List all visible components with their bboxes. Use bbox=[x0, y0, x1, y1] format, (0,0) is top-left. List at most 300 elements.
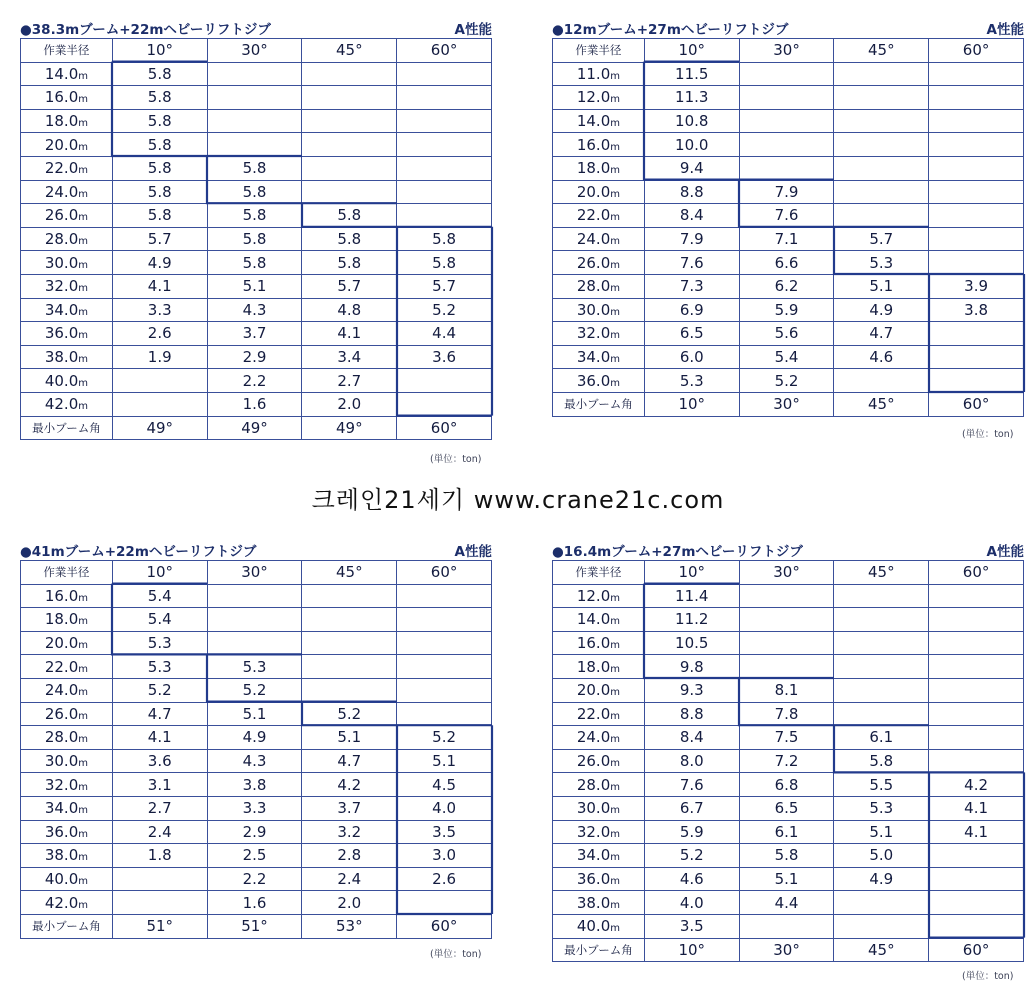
load-value-cell: 2.4 bbox=[302, 867, 397, 891]
radius-unit: m bbox=[610, 710, 620, 722]
angle-header: 45° bbox=[834, 561, 929, 585]
table-row bbox=[21, 726, 492, 750]
table-row bbox=[21, 392, 492, 416]
radius-cell bbox=[553, 62, 645, 86]
radius-cell bbox=[553, 180, 645, 204]
load-value-cell: 5.8 bbox=[834, 749, 929, 773]
load-value-cell: 5.8 bbox=[397, 251, 492, 275]
radius-unit: m bbox=[78, 236, 88, 248]
load-value-cell: 5.2 bbox=[207, 678, 302, 702]
radius-unit: m bbox=[610, 899, 620, 911]
radius-value: 24.0 bbox=[576, 728, 611, 747]
load-value-cell bbox=[929, 251, 1024, 275]
load-value-cell: 5.8 bbox=[112, 109, 207, 133]
load-value-cell: 5.3 bbox=[112, 631, 207, 655]
load-value-cell: 8.4 bbox=[644, 726, 739, 750]
radius-value: 18.0 bbox=[576, 657, 611, 676]
radius-cell bbox=[21, 109, 113, 133]
load-value-cell bbox=[929, 844, 1024, 868]
radius-unit: m bbox=[78, 283, 88, 295]
load-value-cell: 5.1 bbox=[207, 274, 302, 298]
radius-unit: m bbox=[78, 640, 88, 652]
header-row bbox=[21, 39, 492, 63]
radius-unit: m bbox=[78, 330, 88, 342]
load-value-cell bbox=[397, 392, 492, 416]
load-value-cell: 7.3 bbox=[644, 274, 739, 298]
load-value-cell: 6.7 bbox=[644, 796, 739, 820]
radius-cell bbox=[553, 584, 645, 608]
load-value-cell: 2.0 bbox=[302, 891, 397, 915]
load-value-cell bbox=[302, 631, 397, 655]
load-value-cell: 2.2 bbox=[207, 369, 302, 393]
load-value-cell: 3.5 bbox=[397, 820, 492, 844]
load-value-cell: 6.6 bbox=[739, 251, 834, 275]
radius-header: 作業半径 bbox=[21, 561, 113, 585]
radius-cell bbox=[21, 749, 113, 773]
radius-value: 34.0 bbox=[576, 846, 611, 865]
load-value-cell: 5.3 bbox=[644, 369, 739, 393]
chart-title: ●38.3mブーム+22mヘビーリフトジブ bbox=[20, 22, 271, 38]
radius-unit: m bbox=[610, 165, 620, 177]
radius-cell bbox=[21, 133, 113, 157]
radius-cell bbox=[553, 608, 645, 632]
load-value-cell: 4.2 bbox=[302, 773, 397, 797]
load-value-cell: 10.5 bbox=[644, 631, 739, 655]
radius-unit: m bbox=[78, 852, 88, 864]
table-row bbox=[21, 631, 492, 655]
radius-cell bbox=[21, 678, 113, 702]
radius-value: 16.0 bbox=[44, 586, 79, 605]
radius-cell bbox=[21, 322, 113, 346]
load-value-cell bbox=[929, 86, 1024, 110]
performance-label: A性能 bbox=[454, 544, 492, 560]
radius-unit: m bbox=[610, 781, 620, 793]
load-value-cell: 5.8 bbox=[207, 180, 302, 204]
table-row bbox=[553, 844, 1024, 868]
radius-cell bbox=[553, 678, 645, 702]
radius-value: 26.0 bbox=[576, 752, 611, 771]
radius-cell bbox=[553, 844, 645, 868]
table-row bbox=[553, 891, 1024, 915]
table-row bbox=[21, 298, 492, 322]
radius-cell bbox=[21, 773, 113, 797]
load-value-cell: 5.8 bbox=[112, 204, 207, 228]
radius-value: 20.0 bbox=[44, 634, 79, 653]
min-boom-angle-label: 最小ブーム角 bbox=[21, 914, 113, 938]
radius-value: 26.0 bbox=[44, 704, 79, 723]
table-row bbox=[553, 227, 1024, 251]
angle-header: 60° bbox=[929, 561, 1024, 585]
load-value-cell: 2.9 bbox=[207, 820, 302, 844]
load-value-cell bbox=[929, 702, 1024, 726]
load-value-cell bbox=[112, 891, 207, 915]
radius-cell bbox=[21, 867, 113, 891]
radius-value: 42.0 bbox=[44, 395, 79, 414]
load-value-cell bbox=[397, 62, 492, 86]
load-value-cell: 5.9 bbox=[644, 820, 739, 844]
table-row bbox=[553, 133, 1024, 157]
load-value-cell: 4.7 bbox=[834, 322, 929, 346]
load-value-cell: 6.5 bbox=[739, 796, 834, 820]
radius-cell bbox=[21, 726, 113, 750]
load-value-cell: 4.4 bbox=[739, 891, 834, 915]
load-value-cell: 4.9 bbox=[207, 726, 302, 750]
radius-cell bbox=[553, 820, 645, 844]
radius-value: 32.0 bbox=[44, 277, 79, 296]
min-boom-angle-label: 最小ブーム角 bbox=[553, 392, 645, 416]
load-value-cell: 6.8 bbox=[739, 773, 834, 797]
load-value-cell: 3.6 bbox=[397, 345, 492, 369]
radius-value: 30.0 bbox=[44, 752, 79, 771]
load-value-cell bbox=[112, 867, 207, 891]
radius-unit: m bbox=[78, 710, 88, 722]
radius-unit: m bbox=[78, 141, 88, 153]
load-value-cell bbox=[929, 678, 1024, 702]
load-value-cell: 1.9 bbox=[112, 345, 207, 369]
load-value-cell bbox=[207, 62, 302, 86]
load-value-cell bbox=[834, 678, 929, 702]
angle-header: 45° bbox=[834, 39, 929, 63]
load-value-cell bbox=[834, 608, 929, 632]
radius-cell bbox=[553, 298, 645, 322]
load-table bbox=[20, 38, 492, 440]
table-row bbox=[553, 631, 1024, 655]
load-value-cell: 5.8 bbox=[112, 180, 207, 204]
load-value-cell bbox=[834, 156, 929, 180]
radius-value: 36.0 bbox=[44, 324, 79, 343]
radius-unit: m bbox=[610, 876, 620, 888]
load-value-cell: 8.8 bbox=[644, 702, 739, 726]
radius-cell bbox=[21, 844, 113, 868]
load-value-cell: 4.3 bbox=[207, 298, 302, 322]
load-value-cell: 5.8 bbox=[302, 227, 397, 251]
load-value-cell: 9.3 bbox=[644, 678, 739, 702]
load-value-cell bbox=[929, 180, 1024, 204]
load-value-cell: 5.3 bbox=[112, 655, 207, 679]
load-value-cell: 7.6 bbox=[644, 773, 739, 797]
header-row bbox=[21, 561, 492, 585]
table-row bbox=[21, 844, 492, 868]
radius-cell bbox=[553, 369, 645, 393]
performance-label: A性能 bbox=[986, 22, 1024, 38]
table-row bbox=[553, 773, 1024, 797]
min-boom-angle-value: 10° bbox=[644, 938, 739, 962]
load-value-cell: 3.7 bbox=[207, 322, 302, 346]
load-value-cell bbox=[929, 655, 1024, 679]
radius-header: 作業半径 bbox=[553, 561, 645, 585]
radius-unit: m bbox=[610, 236, 620, 248]
load-value-cell bbox=[739, 584, 834, 608]
radius-cell bbox=[553, 914, 645, 938]
table-row bbox=[553, 749, 1024, 773]
load-value-cell bbox=[739, 631, 834, 655]
table-row bbox=[21, 133, 492, 157]
load-value-cell bbox=[397, 584, 492, 608]
load-value-cell: 3.4 bbox=[302, 345, 397, 369]
load-value-cell: 3.1 bbox=[112, 773, 207, 797]
table-row bbox=[21, 227, 492, 251]
min-boom-angle-label: 最小ブーム角 bbox=[21, 416, 113, 440]
table-row bbox=[553, 584, 1024, 608]
chart-header bbox=[552, 18, 1024, 40]
radius-cell bbox=[21, 180, 113, 204]
load-value-cell bbox=[302, 62, 397, 86]
chart-header bbox=[552, 540, 1024, 562]
radius-unit: m bbox=[610, 330, 620, 342]
min-boom-angle-value: 60° bbox=[929, 938, 1024, 962]
load-value-cell: 4.2 bbox=[929, 773, 1024, 797]
load-value-cell bbox=[302, 180, 397, 204]
load-value-cell: 3.7 bbox=[302, 796, 397, 820]
table-row bbox=[21, 655, 492, 679]
radius-unit: m bbox=[610, 828, 620, 840]
load-value-cell bbox=[929, 156, 1024, 180]
load-value-cell bbox=[302, 86, 397, 110]
min-boom-angle-value: 51° bbox=[112, 914, 207, 938]
load-value-cell: 9.8 bbox=[644, 655, 739, 679]
load-value-cell: 3.0 bbox=[397, 844, 492, 868]
radius-cell bbox=[21, 227, 113, 251]
radius-value: 40.0 bbox=[44, 870, 79, 889]
table-row bbox=[21, 86, 492, 110]
radius-value: 38.0 bbox=[44, 348, 79, 367]
load-value-cell bbox=[929, 726, 1024, 750]
radius-value: 22.0 bbox=[44, 159, 79, 178]
load-value-cell: 5.1 bbox=[739, 867, 834, 891]
table-row bbox=[553, 702, 1024, 726]
load-value-cell: 4.1 bbox=[929, 820, 1024, 844]
load-value-cell: 7.6 bbox=[644, 251, 739, 275]
radius-unit: m bbox=[610, 592, 620, 604]
load-value-cell: 6.1 bbox=[834, 726, 929, 750]
load-value-cell: 5.8 bbox=[739, 844, 834, 868]
radius-unit: m bbox=[78, 354, 88, 366]
radius-value: 30.0 bbox=[44, 253, 79, 272]
radius-value: 14.0 bbox=[576, 610, 611, 629]
load-value-cell bbox=[929, 631, 1024, 655]
load-value-cell: 4.7 bbox=[302, 749, 397, 773]
radius-unit: m bbox=[610, 283, 620, 295]
load-value-cell: 10.8 bbox=[644, 109, 739, 133]
load-value-cell bbox=[834, 914, 929, 938]
load-value-cell: 4.3 bbox=[207, 749, 302, 773]
load-value-cell: 5.8 bbox=[112, 86, 207, 110]
radius-unit: m bbox=[78, 377, 88, 389]
radius-unit: m bbox=[78, 876, 88, 888]
radius-value: 20.0 bbox=[44, 135, 79, 154]
table-row bbox=[553, 251, 1024, 275]
radius-cell bbox=[21, 204, 113, 228]
load-value-cell: 4.1 bbox=[929, 796, 1024, 820]
load-value-cell bbox=[397, 109, 492, 133]
table-row bbox=[553, 369, 1024, 393]
radius-unit: m bbox=[78, 781, 88, 793]
radius-value: 26.0 bbox=[44, 206, 79, 225]
radius-value: 28.0 bbox=[576, 277, 611, 296]
min-boom-angle-value: 49° bbox=[207, 416, 302, 440]
radius-cell bbox=[21, 392, 113, 416]
load-value-cell bbox=[739, 62, 834, 86]
load-value-cell: 4.5 bbox=[397, 773, 492, 797]
load-value-cell: 5.2 bbox=[739, 369, 834, 393]
load-value-cell: 3.6 bbox=[112, 749, 207, 773]
load-value-cell bbox=[207, 631, 302, 655]
table-row bbox=[21, 749, 492, 773]
radius-value: 32.0 bbox=[44, 775, 79, 794]
load-value-cell bbox=[739, 608, 834, 632]
load-value-cell: 8.4 bbox=[644, 204, 739, 228]
radius-cell bbox=[553, 322, 645, 346]
load-value-cell: 5.1 bbox=[207, 702, 302, 726]
radius-unit: m bbox=[610, 70, 620, 82]
footer-row bbox=[553, 938, 1024, 962]
load-value-cell bbox=[739, 156, 834, 180]
load-value-cell: 5.2 bbox=[397, 726, 492, 750]
load-value-cell bbox=[834, 631, 929, 655]
load-value-cell: 2.2 bbox=[207, 867, 302, 891]
table-row bbox=[553, 867, 1024, 891]
table-row bbox=[21, 62, 492, 86]
angle-header: 60° bbox=[397, 39, 492, 63]
radius-unit: m bbox=[78, 94, 88, 106]
radius-cell bbox=[21, 62, 113, 86]
load-value-cell: 5.0 bbox=[834, 844, 929, 868]
load-value-cell: 1.6 bbox=[207, 891, 302, 915]
load-value-cell: 2.6 bbox=[397, 867, 492, 891]
radius-cell bbox=[553, 156, 645, 180]
radius-value: 28.0 bbox=[576, 775, 611, 794]
angle-header: 30° bbox=[207, 561, 302, 585]
radius-cell bbox=[553, 749, 645, 773]
radius-value: 14.0 bbox=[44, 64, 79, 83]
radius-value: 16.0 bbox=[44, 88, 79, 107]
load-value-cell: 5.1 bbox=[834, 274, 929, 298]
angle-header: 45° bbox=[302, 39, 397, 63]
load-value-cell: 2.7 bbox=[302, 369, 397, 393]
radius-unit: m bbox=[610, 923, 620, 935]
radius-cell bbox=[21, 891, 113, 915]
radius-value: 22.0 bbox=[44, 657, 79, 676]
radius-value: 20.0 bbox=[576, 182, 611, 201]
load-value-cell: 5.8 bbox=[397, 227, 492, 251]
load-value-cell: 5.1 bbox=[302, 726, 397, 750]
table-row bbox=[21, 891, 492, 915]
radius-unit: m bbox=[78, 212, 88, 224]
min-boom-angle-value: 49° bbox=[112, 416, 207, 440]
radius-unit: m bbox=[610, 616, 620, 628]
load-value-cell: 4.6 bbox=[644, 867, 739, 891]
radius-unit: m bbox=[610, 805, 620, 817]
header-row bbox=[553, 561, 1024, 585]
radius-value: 24.0 bbox=[44, 681, 79, 700]
radius-unit: m bbox=[78, 259, 88, 271]
angle-header: 10° bbox=[644, 561, 739, 585]
radius-unit: m bbox=[610, 687, 620, 699]
table-row bbox=[553, 914, 1024, 938]
load-value-cell: 5.8 bbox=[302, 204, 397, 228]
table-row bbox=[21, 345, 492, 369]
load-value-cell bbox=[834, 584, 929, 608]
load-value-cell bbox=[929, 62, 1024, 86]
load-value-cell: 5.2 bbox=[397, 298, 492, 322]
table-row bbox=[21, 820, 492, 844]
radius-unit: m bbox=[610, 188, 620, 200]
table-row bbox=[21, 156, 492, 180]
load-value-cell bbox=[302, 584, 397, 608]
load-value-cell: 5.8 bbox=[207, 156, 302, 180]
min-boom-angle-value: 30° bbox=[739, 938, 834, 962]
load-value-cell bbox=[397, 608, 492, 632]
load-value-cell: 3.5 bbox=[644, 914, 739, 938]
radius-value: 20.0 bbox=[576, 681, 611, 700]
table-row bbox=[21, 109, 492, 133]
load-value-cell bbox=[929, 914, 1024, 938]
radius-value: 16.0 bbox=[576, 634, 611, 653]
load-value-cell bbox=[929, 133, 1024, 157]
unit-label-1: (単位：ton) bbox=[430, 454, 482, 465]
load-value-cell: 3.8 bbox=[929, 298, 1024, 322]
load-value-cell: 5.4 bbox=[739, 345, 834, 369]
radius-cell bbox=[553, 726, 645, 750]
load-value-cell: 2.4 bbox=[112, 820, 207, 844]
site-watermark: 크레인21세기 www.crane21c.com bbox=[311, 486, 725, 514]
radius-unit: m bbox=[610, 94, 620, 106]
load-value-cell: 5.7 bbox=[834, 227, 929, 251]
angle-header: 10° bbox=[112, 561, 207, 585]
unit-label-4: (単位：ton) bbox=[962, 971, 1014, 982]
min-boom-angle-value: 49° bbox=[302, 416, 397, 440]
radius-header: 作業半径 bbox=[553, 39, 645, 63]
load-value-cell bbox=[834, 133, 929, 157]
radius-value: 18.0 bbox=[44, 112, 79, 131]
load-table bbox=[552, 560, 1024, 962]
load-value-cell: 5.3 bbox=[207, 655, 302, 679]
load-value-cell: 2.0 bbox=[302, 392, 397, 416]
load-value-cell: 7.6 bbox=[739, 204, 834, 228]
load-value-cell: 4.1 bbox=[112, 726, 207, 750]
load-value-cell: 6.9 bbox=[644, 298, 739, 322]
load-value-cell bbox=[929, 891, 1024, 915]
load-value-cell: 6.2 bbox=[739, 274, 834, 298]
table-row bbox=[21, 702, 492, 726]
table-row bbox=[553, 796, 1024, 820]
load-value-cell bbox=[397, 204, 492, 228]
radius-cell bbox=[21, 345, 113, 369]
radius-value: 36.0 bbox=[576, 371, 611, 390]
radius-value: 28.0 bbox=[44, 728, 79, 747]
chart-header bbox=[20, 540, 492, 562]
radius-value: 40.0 bbox=[576, 917, 611, 936]
load-value-cell: 3.9 bbox=[929, 274, 1024, 298]
radius-value: 24.0 bbox=[576, 230, 611, 249]
radius-unit: m bbox=[78, 306, 88, 318]
load-value-cell: 10.0 bbox=[644, 133, 739, 157]
load-value-cell bbox=[397, 678, 492, 702]
radius-cell bbox=[553, 251, 645, 275]
angle-header: 10° bbox=[644, 39, 739, 63]
load-value-cell: 5.7 bbox=[302, 274, 397, 298]
load-value-cell bbox=[397, 702, 492, 726]
load-table bbox=[552, 38, 1024, 417]
radius-unit: m bbox=[610, 377, 620, 389]
angle-header: 60° bbox=[929, 39, 1024, 63]
load-value-cell: 5.9 bbox=[739, 298, 834, 322]
radius-cell bbox=[553, 796, 645, 820]
table-row bbox=[553, 322, 1024, 346]
radius-cell bbox=[21, 820, 113, 844]
load-value-cell bbox=[302, 655, 397, 679]
load-value-cell bbox=[739, 109, 834, 133]
